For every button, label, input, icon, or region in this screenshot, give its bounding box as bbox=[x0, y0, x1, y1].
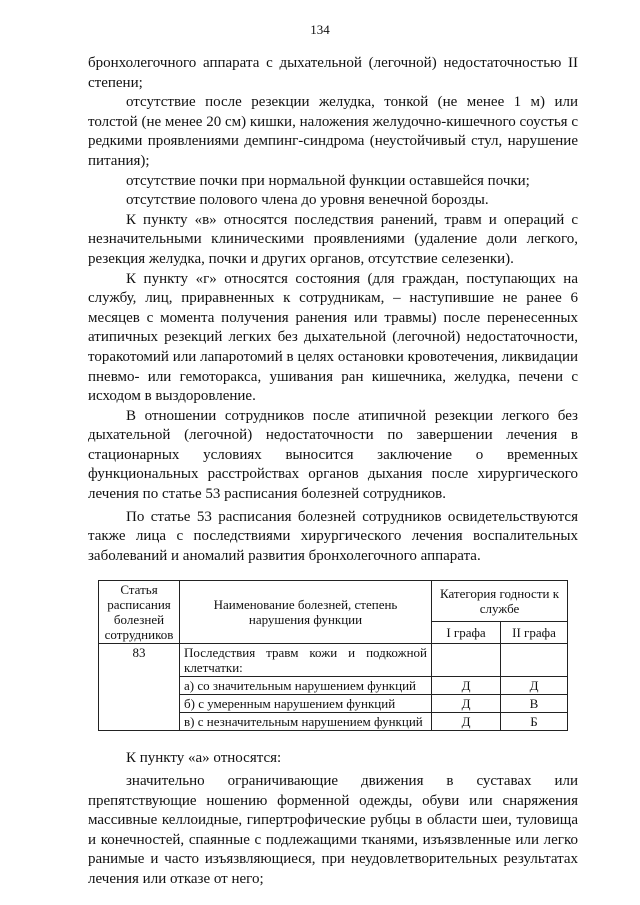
row-name: в) с незначительным нарушением функций bbox=[180, 713, 432, 731]
paragraph: отсутствие почки при нормальной функции оставшейся почки; bbox=[126, 172, 530, 189]
row-name: б) с умеренным нарушением функций bbox=[180, 695, 432, 713]
document-body bbox=[88, 54, 578, 890]
row-col-2: Б bbox=[501, 713, 568, 731]
row-name: а) со значительным нарушением функций bbox=[180, 677, 432, 695]
row-col-2: В bbox=[501, 695, 568, 713]
row-col-1: Д bbox=[432, 713, 501, 731]
paragraph: значительно ограничивающие движения в суставах или препятствующие ношению форменной одежды, обуви или снаряжения массивные келлоидные, гипертрофические рубцы в области шеи, туловища и конечностей, спаянные с подлежащими тканями, изъязвленные или легко ранимые и часто изъязвляющиеся, при неудовлетворительных результатах лечения или отказе от него; bbox=[88, 773, 578, 887]
paragraph: К пункту «г» относятся состояния (для граждан, поступающих на службу, лиц, приравненных к сотрудникам, – наступившие не ранее 6 месяцев с момента получения ранения или травмы) после перенесенных атипичных резекций легких без дыхательной (легочной) недостаточности, торакотомий или лапаротомий в целях остановки кровотечения, ликвидации пневмо- или гемоторакса, ушивания ран кишечника, желудка, печени с исходом в выздоровление. bbox=[88, 270, 578, 405]
paragraph: По статье 53 расписания болезней сотрудников освидетельствуются также лица с последствиями хирургического лечения воспалительных заболеваний и аномалий развития бронхолегочного аппарата. bbox=[88, 508, 578, 564]
paragraph: В отношении сотрудников после атипичной резекции легкого без дыхательной (легочной) недостаточности по завершении лечения в стационарных условиях выносится заключение о временных функциональных расстройствах органов дыхания после хирургического лечения по статье 53 расписания болезней сотрудников. bbox=[88, 407, 578, 503]
paragraph: отсутствие после резекции желудка, тонкой (не менее 1 м) или толстой (не менее 20 см) кишки, наложения желудочно-кишечного соустья с редкими проявлениями демпинг-синдрома (неустойчивый стул, нарушение питания); bbox=[88, 94, 578, 169]
header-col-2: II графа bbox=[501, 622, 568, 644]
header-col-1: I графа bbox=[432, 622, 501, 644]
header-disease-name: Наименование болезней, степень нарушения функции bbox=[180, 581, 432, 644]
header-article: Статья расписания болезней сотрудников bbox=[99, 581, 180, 644]
group-title: Последствия травм кожи и подкожной клетчатки: bbox=[180, 644, 432, 677]
paragraph: К пункту «а» относятся: bbox=[126, 750, 282, 767]
header-category: Категория годности к службе bbox=[432, 581, 568, 622]
paragraph: отсутствие полового члена до уровня венечной борозды. bbox=[126, 192, 489, 209]
row-col-1: Д bbox=[432, 677, 501, 695]
table-row bbox=[99, 644, 568, 677]
row-col-2: Д bbox=[501, 677, 568, 695]
page-number: 134 bbox=[310, 22, 330, 37]
paragraph: бронхолегочного аппарата с дыхательной (легочной) недостаточностью II степени; bbox=[88, 55, 578, 91]
row-col-1: Д bbox=[432, 695, 501, 713]
paragraph: К пункту «в» относятся последствия ранений, травм и операций с незначительными клиническими проявлениями (удаление доли легкого, резекция желудка, почки и других органов, отсутствие селезенки). bbox=[88, 211, 578, 267]
article-number: 83 bbox=[99, 644, 180, 731]
disease-schedule-table bbox=[98, 580, 568, 731]
